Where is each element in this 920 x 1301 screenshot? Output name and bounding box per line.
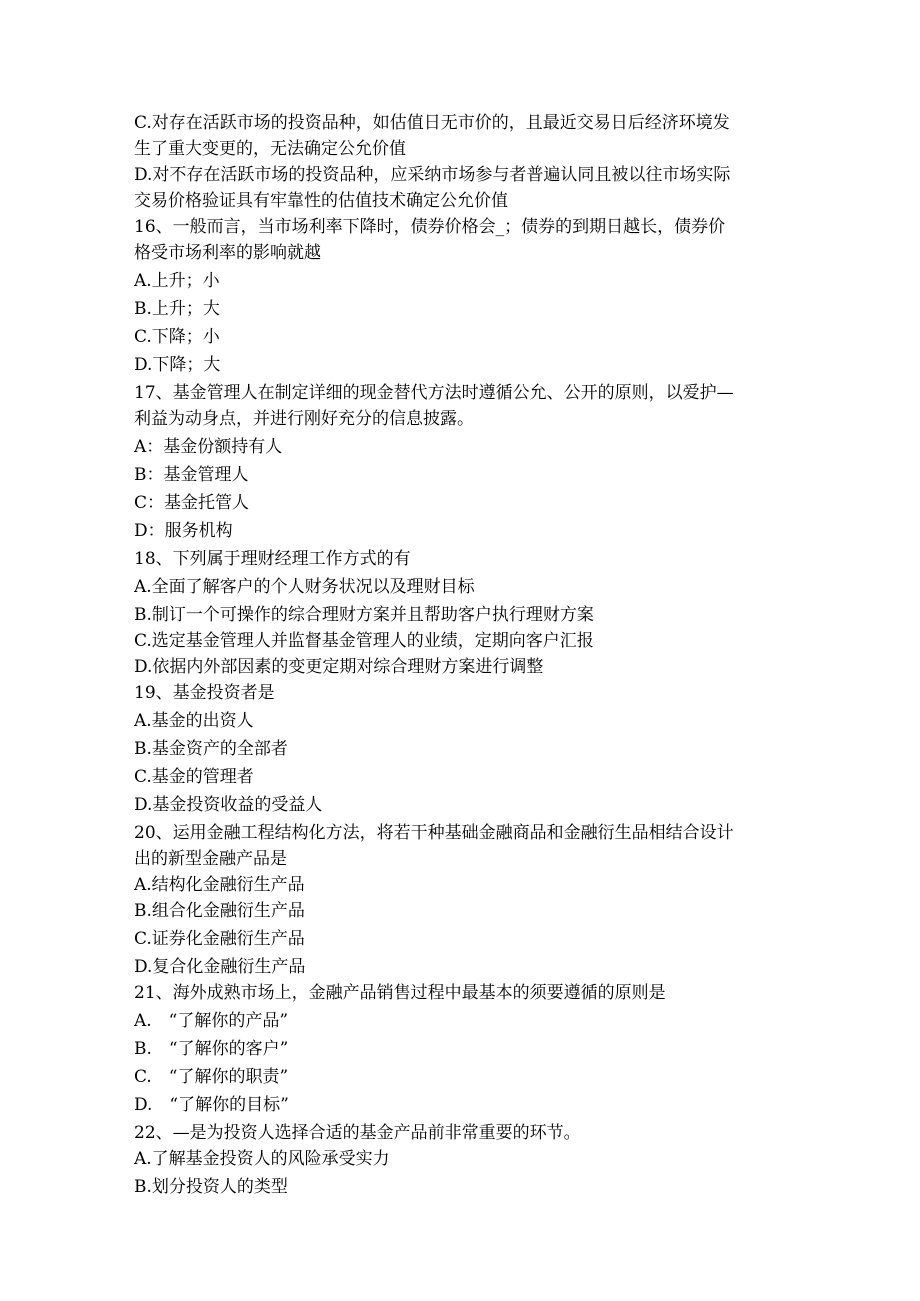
question-18-option-b: B.制订一个可操作的综合理财方案并且帮助客户执行理财方案 xyxy=(134,605,594,625)
question-15-option-c-line-1: C.对存在活跃市场的投资品种，如估值日无市价的，且最近交易日后经济环境发 xyxy=(134,113,730,133)
question-17-option-c: C：基金托管人 xyxy=(134,493,250,513)
question-15-option-d-line-1: D.对不存在活跃市场的投资品种，应采纳市场参与者普遍认同且被以往市场实际 xyxy=(134,165,731,185)
question-22-option-a: A.了解基金投资人的风险承受实力 xyxy=(134,1149,390,1169)
question-17-option-d: D：服务机构 xyxy=(134,521,233,541)
question-17-stem-line-2: 利益为动身点，并进行刚好充分的信息披露。 xyxy=(134,409,474,429)
question-20-stem-line-2: 出的新型金融产品是 xyxy=(134,849,287,869)
question-21-option-a: A. “了解你的产品” xyxy=(134,1011,289,1031)
question-18-stem: 18、下列属于理财经理工作方式的有 xyxy=(134,549,411,569)
question-19-option-c: C.基金的管理者 xyxy=(134,767,254,787)
question-21-option-b: B. “了解你的客户” xyxy=(134,1039,289,1059)
question-21-option-c: C. “了解你的职责” xyxy=(134,1067,289,1087)
question-17-stem-line-1: 17、基金管理人在制定详细的现金替代方法时遵循公允、公开的原则，以爱护— xyxy=(134,383,734,403)
question-22-option-b: B.划分投资人的类型 xyxy=(134,1177,288,1197)
question-17-option-a: A：基金份额持有人 xyxy=(134,437,283,457)
question-16-stem-line-2: 格受市场利率的影响就越 xyxy=(134,243,321,263)
question-19-option-d: D.基金投资收益的受益人 xyxy=(134,795,323,815)
question-20-option-d: D.复合化金融衍生产品 xyxy=(134,957,306,977)
question-20-stem-line-1: 20、运用金融工程结构化方法，将若干种基础金融商品和金融衍生品相结合设计 xyxy=(134,823,734,843)
question-16-option-c: C.下降；小 xyxy=(134,327,220,347)
question-18-option-c: C.选定基金管理人并监督基金管理人的业绩，定期向客户汇报 xyxy=(134,631,594,651)
question-20-option-c: C.证券化金融衍生产品 xyxy=(134,929,305,949)
question-16-stem-line-1: 16、一般而言，当市场利率下降时，债券价格会_；债券的到期日越长，债券价 xyxy=(134,217,726,237)
question-22-stem: 22、—是为投资人选择合适的基金产品前非常重要的环节。 xyxy=(134,1123,581,1143)
question-18-option-d: D.依据内外部因素的变更定期对综合理财方案进行调整 xyxy=(134,657,544,677)
question-17-option-b: B：基金管理人 xyxy=(134,465,249,485)
question-20-option-b: B.组合化金融衍生产品 xyxy=(134,901,305,921)
question-15-option-d-line-2: 交易价格验证具有牢靠性的估值技术确定公允价值 xyxy=(134,191,508,211)
question-19-option-a: A.基金的出资人 xyxy=(134,711,254,731)
question-21-option-d: D. “了解你的目标” xyxy=(134,1095,289,1115)
question-21-stem: 21、海外成熟市场上，金融产品销售过程中最基本的须要遵循的原则是 xyxy=(134,983,666,1003)
question-16-option-d: D.下降；大 xyxy=(134,355,221,375)
question-18-option-a: A.全面了解客户的个人财务状况以及理财目标 xyxy=(134,577,475,597)
question-16-option-a: A.上升；小 xyxy=(134,271,220,291)
question-19-stem: 19、基金投资者是 xyxy=(134,683,275,703)
question-19-option-b: B.基金资产的全部者 xyxy=(134,739,288,759)
question-20-option-a: A.结构化金融衍生产品 xyxy=(134,875,305,895)
question-15-option-c-line-2: 生了重大变更的，无法确定公允价值 xyxy=(134,139,406,159)
question-16-option-b: B.上升；大 xyxy=(134,299,220,319)
document-page xyxy=(134,110,794,1200)
